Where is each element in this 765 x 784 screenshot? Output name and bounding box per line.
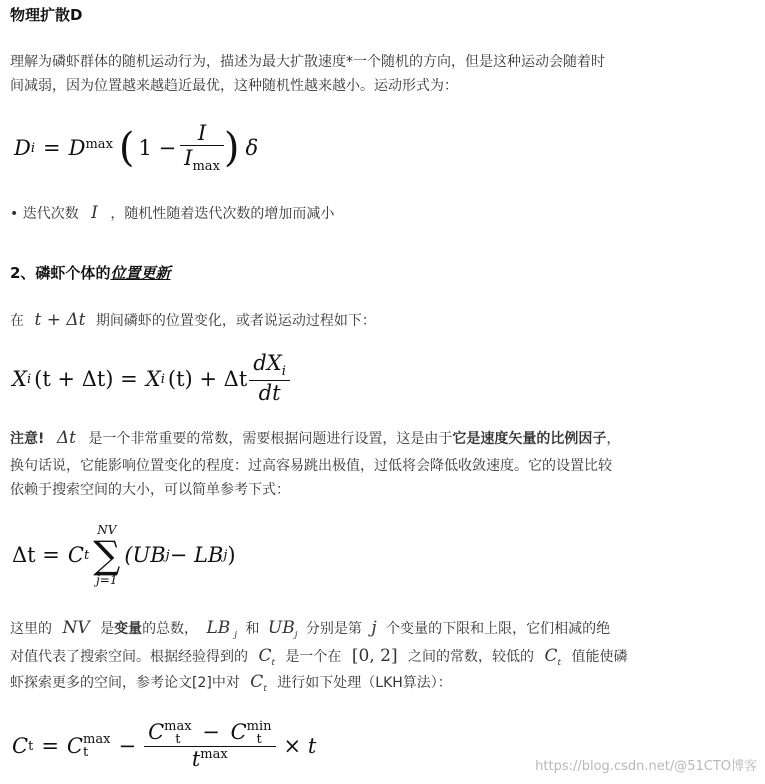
equation-delta-t: Δt = C t NV ∑ j=1 (UB j − LB j ) (12, 523, 236, 587)
paragraph-line: 虾探索更多的空间，参考论文[2]中对 $C_t$ 进行如下处理（LKH算法）： (10, 672, 452, 694)
eq-fraction: C max t − C min t $t^{max}$ (144, 720, 275, 773)
equation-diffusion: D i = D $^{max}$ ( 1 − $\frac{I}{I_{max}}$ ) δ (14, 121, 259, 175)
eq-summation: NV ∑ j=1 (93, 523, 121, 587)
paragraph-line: 对值代表了搜索空间。根据经验得到的 $C_t$ 是一个在 [0, 2] 之间的常数，较低的 $C_t$ 值能使磷 (10, 646, 628, 668)
paragraph-line: 间减弱，因为位置越来越趋近最优，这种随机性越来越小。运动形式为： (10, 78, 458, 94)
equation-ct: C t = C max t − C max t − C min t $t^{max}$ × t (12, 719, 317, 772)
paragraph-line: 换句话说，它能影响位置变化的程度：过高容易跳出极值，过低将会降低收敛速度。它的设置比较 (10, 458, 612, 474)
eq-symbol: = (43, 136, 61, 160)
bullet-item: • 迭代次数 I ，随机性随着迭代次数的增加而减小 (10, 203, 335, 223)
section-heading-position-update: 2、磷虾个体的位置更新 (10, 264, 171, 282)
eq-subscript: i (30, 140, 36, 156)
paragraph-line: 依赖于搜索空间的大小，可以简单参考下式： (10, 482, 290, 498)
eq-symbol: 1 − (138, 136, 177, 160)
eq-fraction: $\frac{dX_i}{dt}$ (249, 351, 290, 406)
eq-symbol: D (68, 136, 86, 160)
eq-fraction: $\frac{I}{I_{max}}$ (180, 121, 224, 175)
paragraph-line: 在 t + Δt 期间磷虾的位置变化，或者说运动过程如下： (10, 310, 376, 330)
eq-symbol: D (14, 136, 31, 160)
equation-position: X i (t + Δt) = X i (t) + Δt $\frac{dX_i}{dt}$ (12, 350, 290, 408)
note-line: 注意! Δt 是一个非常重要的常数，需要根据问题进行设置，这是由于它是速度矢量的比例因子， (10, 428, 621, 448)
section-heading-physical-diffusion: 物理扩散D (10, 6, 83, 24)
eq-symbol: δ (245, 136, 259, 160)
watermark-text: https://blog.csdn.net/@51CTO博客 (535, 759, 757, 774)
paragraph-line: 理解为磷虾群体的随机运动行为，描述为最大扩散速度*一个随机的方向，但是这种运动会随着时 (10, 54, 605, 70)
eq-superscript: max (85, 136, 113, 152)
paragraph-line: 这里的 NV 是变量的总数， LB $_j$ 和 $UB_j$ 分别是第 j 个变量的下限和上限，它们相减的绝 (10, 618, 611, 640)
